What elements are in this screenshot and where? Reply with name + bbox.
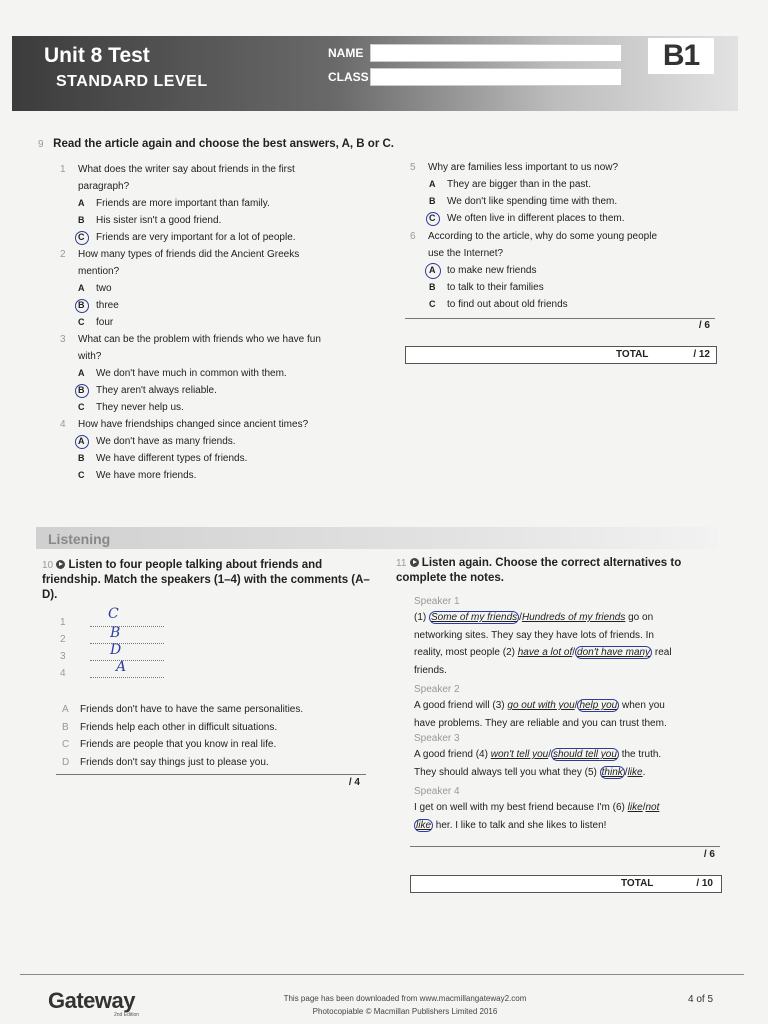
item-question-cont: paragraph? — [78, 181, 130, 192]
item-number: 6 — [410, 231, 416, 242]
comment-a: A Friends don't have to have the same personalities. — [62, 704, 304, 715]
total-label: TOTAL — [616, 349, 649, 360]
item-number: 3 — [60, 334, 66, 345]
q10-number: 10 — [42, 560, 54, 571]
speaker-4-note: I get on well with my best friend because I'm (6) like/not like her. I like to talk and she likes to listen! — [414, 802, 660, 831]
test-level-subtitle: STANDARD LEVEL — [56, 73, 208, 90]
q9-item-3 — [60, 331, 380, 416]
answer-circle — [75, 384, 89, 398]
section-title: Listening — [48, 531, 111, 547]
option-a[interactable]: A We don't have as many friends. — [96, 433, 380, 450]
section-bar — [36, 527, 718, 549]
answer-row: 4 A — [60, 663, 170, 680]
q9-score-rule — [405, 318, 715, 319]
q9-item-6 — [410, 228, 730, 313]
option-c[interactable]: C They never help us. — [78, 402, 184, 413]
option-b[interactable]: B We don't like spending time with them. — [429, 196, 618, 207]
choice-selected[interactable]: should tell you — [553, 749, 617, 760]
answer-field[interactable] — [90, 614, 164, 627]
level-badge: B1 — [648, 38, 714, 74]
q9-item-2 — [60, 246, 380, 331]
item-question-cont: with? — [78, 351, 102, 362]
handwritten-answer: B — [110, 625, 121, 641]
test-title: Unit 8 Test — [44, 44, 150, 67]
choice-selected[interactable]: help you — [579, 700, 618, 711]
q11-instruction: Listen again. Choose the correct alternatives to complete the notes. — [396, 557, 682, 584]
speaker-1-note: (1) Some of my friends /Hundreds of my friends go on networking sites. They say they have lots of friends. In reality, most people (2) have a lot of/ don't have many real friends. — [414, 612, 672, 676]
choice[interactable]: like — [627, 802, 643, 813]
item-number: 1 — [60, 164, 66, 175]
item-question-cont: mention? — [78, 266, 120, 277]
total-score: / 10 — [696, 878, 713, 889]
item-question: How many types of friends did the Ancient Greeks — [78, 249, 300, 260]
answer-row: 3 D — [60, 646, 170, 663]
answer-row: 2 B — [60, 629, 170, 646]
q9-score: / 6 — [698, 320, 710, 331]
footer-divider — [20, 974, 744, 975]
page-number: 4 of 5 — [688, 994, 714, 1005]
answer-circle — [75, 231, 89, 245]
q10-answers — [60, 606, 170, 680]
answer-circle — [75, 299, 89, 313]
option-b[interactable]: B to talk to their families — [429, 282, 544, 293]
option-a[interactable]: A two — [78, 283, 112, 294]
download-note: This page has been downloaded from www.macmillangateway2.com — [283, 994, 527, 1003]
option-c[interactable]: C We have more friends. — [78, 470, 197, 481]
speaker-3-note: A good friend (4) won't tell you/ should tell you the truth. They should always tell you what they (5) think /like. — [414, 749, 662, 778]
q9-instruction: Read the article again and choose the best answers, A, B or C. — [53, 138, 394, 150]
class-label: CLASS — [328, 70, 369, 84]
q9-number: 9 — [38, 139, 44, 150]
option-a[interactable]: A Friends are more important than family. — [78, 198, 270, 209]
q10-instruction: Listen to four people talking about friends and friendship. Match the speakers (1–4) with the comments (A–D). — [42, 559, 370, 601]
answer-row: 1 C — [60, 612, 170, 629]
option-c[interactable]: C Friends are very important for a lot of people. — [96, 229, 380, 246]
option-c[interactable]: C to find out about old friends — [429, 299, 568, 310]
gateway-logo: Gateway — [48, 988, 135, 1013]
q9-heading — [38, 138, 394, 150]
option-c[interactable]: C four — [78, 317, 114, 328]
q11-heading — [396, 556, 716, 586]
total-score: / 12 — [693, 349, 710, 360]
answer-circle — [426, 212, 440, 226]
choice-selected[interactable]: think — [601, 766, 623, 778]
choice[interactable]: Hundreds of my friends — [521, 612, 626, 623]
choice-selected[interactable]: don't have many — [577, 647, 651, 658]
q10-heading — [42, 558, 372, 603]
q11-notes — [414, 596, 724, 834]
q11-score: / 6 — [703, 849, 715, 860]
item-number: 5 — [410, 162, 416, 173]
option-b[interactable]: B His sister isn't a good friend. — [78, 215, 222, 226]
choice-selected[interactable]: like — [416, 819, 432, 831]
answer-field[interactable] — [90, 648, 164, 661]
choice[interactable]: have a lot of — [517, 647, 573, 658]
q10-score-rule — [56, 774, 366, 775]
item-question: What does the writer say about friends in the first — [78, 164, 295, 175]
handwritten-answer: C — [108, 606, 119, 622]
q11-number: 11 — [396, 558, 407, 569]
speaker-2-label: Speaker 2 — [414, 684, 460, 695]
choice-selected[interactable]: Some of my friends — [431, 612, 518, 623]
q9-item-5 — [410, 159, 730, 227]
item-question: Why are families less important to us now? — [428, 162, 619, 173]
answer-circle — [425, 263, 441, 279]
option-a[interactable]: A They are bigger than in the past. — [429, 179, 591, 190]
q9-item-1 — [60, 161, 380, 246]
q9-item-4 — [60, 416, 380, 484]
edition-label: 2nd Edition — [114, 1012, 140, 1018]
audio-icon — [410, 558, 419, 567]
speaker-2-note: A good friend will (3) go out with you/ help you when you have problems. They are reliable and you can trust them. — [414, 700, 667, 729]
speaker-1-label: Speaker 1 — [414, 596, 460, 607]
choice[interactable]: go out with you — [507, 700, 575, 711]
speaker-3-label: Speaker 3 — [414, 733, 460, 744]
answer-field[interactable] — [90, 665, 164, 678]
option-a[interactable]: A We don't have much in common with them. — [78, 368, 287, 379]
name-label: NAME — [328, 46, 364, 60]
item-question: According to the article, why do some young people — [428, 231, 658, 242]
class-field[interactable] — [370, 68, 622, 86]
answer-field[interactable] — [90, 631, 164, 644]
answer-circle — [75, 435, 89, 449]
q11-score-rule — [410, 846, 720, 847]
item-question: What can be the problem with friends who we have fun — [78, 334, 321, 345]
total-label: TOTAL — [621, 878, 654, 889]
name-field[interactable] — [370, 44, 622, 62]
footer-credits — [240, 992, 570, 1018]
item-question-cont: use the Internet? — [428, 248, 504, 259]
handwritten-answer: A — [116, 659, 127, 675]
speaker-4-label: Speaker 4 — [414, 786, 460, 797]
option-b[interactable]: B They aren't always reliable. — [96, 382, 380, 399]
copyright-note: Photocopiable © Macmillan Publishers Limited 2016 — [312, 1007, 498, 1016]
option-a[interactable]: A to make new friends — [447, 262, 730, 279]
option-b[interactable]: B three — [96, 297, 380, 314]
q11-total-box — [410, 875, 722, 893]
choice[interactable]: won't tell you — [490, 749, 549, 760]
handwritten-answer: D — [110, 642, 122, 658]
comment-d: D Friends don't say things just to please you. — [62, 756, 269, 768]
item-number: 4 — [60, 419, 66, 430]
option-c[interactable]: C We often live in different places to them. — [447, 210, 730, 227]
q10-score: / 4 — [348, 777, 360, 788]
option-b[interactable]: B We have different types of friends. — [78, 453, 248, 464]
q10-comments — [62, 701, 380, 771]
choice[interactable]: like — [627, 766, 643, 778]
choice[interactable]: not — [645, 802, 660, 813]
comment-b: B Friends help each other in difficult situations. — [62, 721, 278, 733]
q9-total-box — [405, 346, 717, 364]
comment-c: C Friends are people that you know in real life. — [62, 739, 277, 750]
item-number: 2 — [60, 249, 66, 260]
item-question: How have friendships changed since ancient times? — [78, 419, 309, 430]
audio-icon — [56, 560, 65, 569]
